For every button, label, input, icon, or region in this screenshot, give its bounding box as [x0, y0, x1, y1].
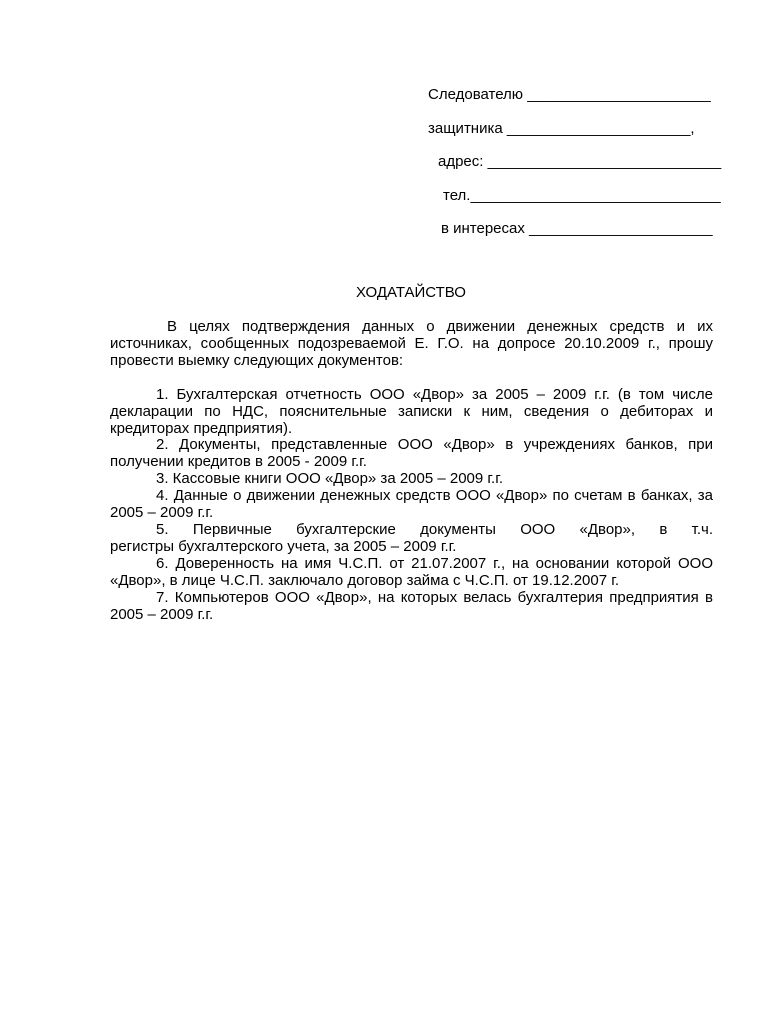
- list-item-continuation: регистры бухгалтерского учета, за 2005 – 2009 г.г.: [110, 537, 457, 555]
- header-defender: защитника ______________________,: [428, 120, 695, 137]
- list-item: 5. Первичные бухгалтерские документы ООО «Двор», в т.ч.: [156, 520, 713, 538]
- header-phone: тел.______________________________: [443, 187, 721, 204]
- list-item: 2. Документы, представленные ООО «Двор» в учреждениях банков, при получении кредитов в 2005 - 2009 г.г.: [110, 436, 713, 471]
- list-item: 7. Компьютеров ООО «Двор», на которых велась бухгалтерия предприятия в 2005 – 2009 г.г.: [110, 588, 713, 623]
- document-title: ХОДАТАЙСТВО: [356, 284, 466, 301]
- list-item: 1. Бухгалтерская отчетность ООО «Двор» за 2005 – 2009 г.г. (в том числе декларации по НДС, пояснительные записки к ним, сведения о дебиторах и кредиторах предприятия).: [110, 385, 713, 437]
- header-investigator: Следователю ______________________: [428, 86, 711, 103]
- list-item: 3. Кассовые книги ООО «Двор» за 2005 – 2009 г.г.: [156, 470, 504, 488]
- list-item: 4. Данные о движении денежных средств ООО «Двор» по счетам в банках, за 2005 – 2009 г.г.: [110, 487, 713, 522]
- list-item: 6. Доверенность на имя Ч.С.П. от 21.07.2007 г., на основании которой ООО «Двор», в лице Ч.С.П. заключало договор займа с Ч.С.П. от 19.12.2007 г.: [110, 554, 713, 589]
- header-interests: в интересах ______________________: [441, 220, 713, 237]
- intro-paragraph: В целях подтверждения данных о движении денежных средств и их источниках, сообщенных подозреваемой Е. Г.О. на допросе 20.10.2009 г., прошу провести выемку следующих документов:: [110, 318, 713, 369]
- document-body: [110, 319, 713, 623]
- header-address: адрес: ____________________________: [438, 153, 722, 170]
